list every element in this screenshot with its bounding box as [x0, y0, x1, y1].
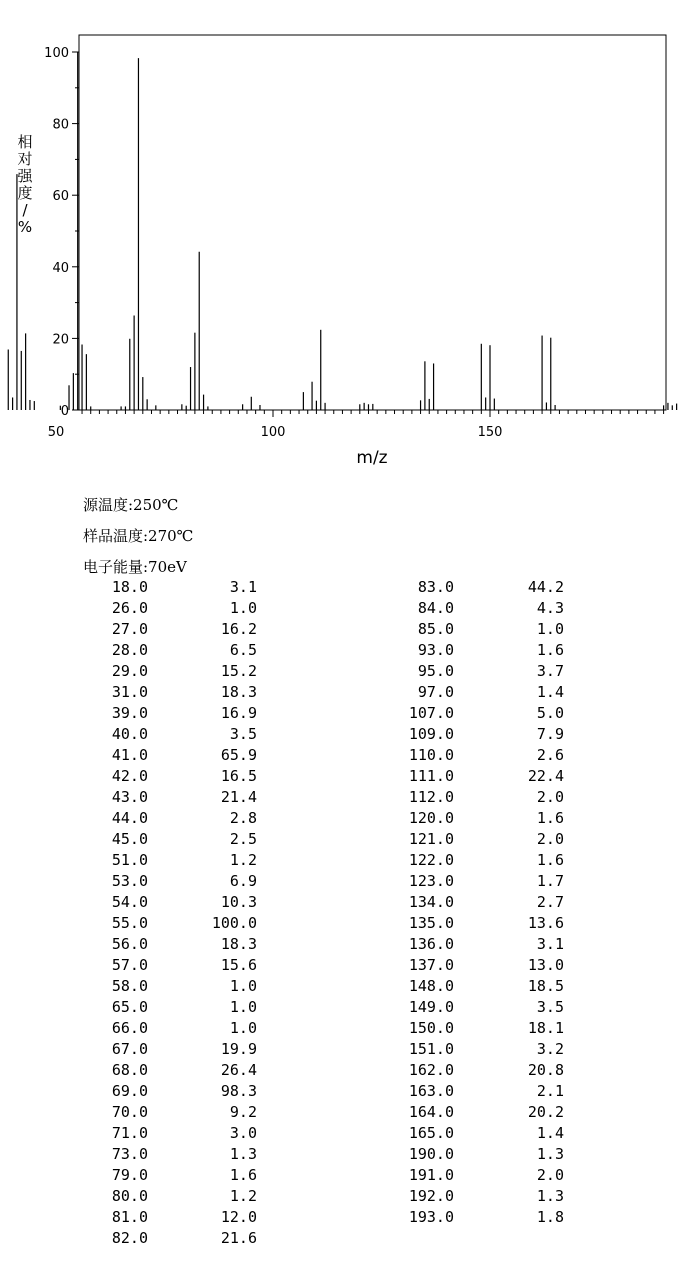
peak-intensity: 18.1 [527, 1019, 564, 1037]
peak-intensity: 1.8 [536, 1208, 564, 1226]
y-tick-label: 60 [52, 189, 69, 205]
peak-row [300, 619, 600, 640]
peak-intensity: 2.0 [536, 830, 564, 848]
peak-intensity: 2.7 [536, 893, 564, 911]
peak-mz: 121.0 [408, 830, 454, 848]
peak-intensity: 7.9 [536, 725, 564, 743]
peak-mz: 165.0 [408, 1124, 454, 1142]
peak-row [300, 1018, 600, 1039]
x-tick-label: 100 [260, 425, 286, 440]
peak-row [300, 1102, 600, 1123]
peak-mz: 122.0 [408, 851, 454, 869]
peak-row [0, 871, 300, 892]
peak-row [0, 745, 300, 766]
peak-intensity: 1.6 [229, 1166, 257, 1184]
peak-mz: 191.0 [408, 1166, 454, 1184]
peak-row [300, 1186, 600, 1207]
peak-intensity: 20.2 [527, 1103, 564, 1121]
peak-intensity: 65.9 [220, 746, 257, 764]
peak-intensity: 44.2 [527, 578, 564, 596]
peak-intensity: 100.0 [211, 914, 257, 932]
peak-intensity: 1.3 [536, 1187, 564, 1205]
peak-row [0, 913, 300, 934]
peak-row [0, 682, 300, 703]
peak-row [300, 598, 600, 619]
peak-intensity: 3.7 [536, 662, 564, 680]
peak-mz: 26.0 [111, 599, 148, 617]
peak-mz: 28.0 [111, 641, 148, 659]
peak-row [300, 703, 600, 724]
peak-row [0, 1144, 300, 1165]
peak-row [300, 787, 600, 808]
peak-mz: 79.0 [111, 1166, 148, 1184]
peak-mz: 70.0 [111, 1103, 148, 1121]
y-tick-label: 20 [52, 332, 69, 348]
peak-row [0, 892, 300, 913]
peak-mz: 151.0 [408, 1040, 454, 1058]
peak-mz: 56.0 [111, 935, 148, 953]
peak-row [300, 892, 600, 913]
peak-mz: 148.0 [408, 977, 454, 995]
peak-mz: 68.0 [111, 1061, 148, 1079]
plot-frame [79, 35, 666, 410]
peak-row [0, 850, 300, 871]
peak-row [0, 1228, 300, 1249]
peak-row [300, 1081, 600, 1102]
peak-intensity: 19.9 [220, 1040, 257, 1058]
peak-row [300, 829, 600, 850]
peak-row [300, 955, 600, 976]
peak-row [300, 976, 600, 997]
peak-mz: 83.0 [417, 578, 454, 596]
peak-row [300, 1165, 600, 1186]
peak-row [0, 1207, 300, 1228]
source-temperature: 源温度:250℃ [83, 496, 179, 514]
peak-mz: 123.0 [408, 872, 454, 890]
peak-mz: 110.0 [408, 746, 454, 764]
peak-row [300, 808, 600, 829]
peak-row [0, 1102, 300, 1123]
peak-mz: 95.0 [417, 662, 454, 680]
peak-mz: 162.0 [408, 1061, 454, 1079]
peak-mz: 69.0 [111, 1082, 148, 1100]
peak-mz: 82.0 [111, 1229, 148, 1247]
peak-intensity: 1.2 [229, 1187, 257, 1205]
y-tick-label: 40 [52, 260, 69, 276]
peak-intensity: 2.8 [229, 809, 257, 827]
peak-mz: 107.0 [408, 704, 454, 722]
peak-intensity: 16.5 [220, 767, 257, 785]
peak-intensity: 1.6 [536, 641, 564, 659]
peak-intensity: 16.2 [220, 620, 257, 638]
peak-mz: 58.0 [111, 977, 148, 995]
peak-row [0, 1186, 300, 1207]
peak-intensity: 3.2 [536, 1040, 564, 1058]
peak-row [300, 1123, 600, 1144]
plot-border [79, 35, 666, 410]
peak-intensity: 18.5 [527, 977, 564, 995]
peak-row [300, 766, 600, 787]
peak-row [300, 871, 600, 892]
peak-row [0, 1039, 300, 1060]
peak-intensity: 1.3 [229, 1145, 257, 1163]
peak-intensity: 21.6 [220, 1229, 257, 1247]
peak-mz: 134.0 [408, 893, 454, 911]
peak-intensity: 98.3 [220, 1082, 257, 1100]
peak-intensity: 4.3 [536, 599, 564, 617]
peak-intensity: 1.2 [229, 851, 257, 869]
peak-mz: 120.0 [408, 809, 454, 827]
peak-intensity: 9.2 [229, 1103, 257, 1121]
peak-intensity: 3.1 [536, 935, 564, 953]
peak-table-left [0, 577, 300, 1249]
peak-row [0, 577, 300, 598]
peak-row [0, 766, 300, 787]
peak-mz: 57.0 [111, 956, 148, 974]
peak-mz: 39.0 [111, 704, 148, 722]
peak-mz: 149.0 [408, 998, 454, 1016]
peak-row [0, 934, 300, 955]
peak-mz: 137.0 [408, 956, 454, 974]
peak-mz: 42.0 [111, 767, 148, 785]
peak-intensity: 1.4 [536, 1124, 564, 1142]
peak-row [300, 934, 600, 955]
peak-mz: 193.0 [408, 1208, 454, 1226]
peak-mz: 80.0 [111, 1187, 148, 1205]
peak-intensity: 22.4 [527, 767, 564, 785]
peak-intensity: 2.0 [536, 1166, 564, 1184]
peak-mz: 31.0 [111, 683, 148, 701]
y-tick-label: 100 [44, 46, 69, 61]
peak-mz: 111.0 [408, 767, 454, 785]
peak-intensity: 3.0 [229, 1124, 257, 1142]
peak-mz: 71.0 [111, 1124, 148, 1142]
peak-row [0, 1123, 300, 1144]
peak-intensity: 18.3 [220, 683, 257, 701]
peak-row [0, 787, 300, 808]
peak-mz: 45.0 [111, 830, 148, 848]
peak-intensity: 5.0 [536, 704, 564, 722]
y-tick-label: 0 [60, 404, 69, 419]
peak-row [300, 1039, 600, 1060]
peak-mz: 109.0 [408, 725, 454, 743]
peak-mz: 51.0 [111, 851, 148, 869]
peak-intensity: 2.6 [536, 746, 564, 764]
peak-intensity: 13.0 [527, 956, 564, 974]
peak-intensity: 6.5 [229, 641, 257, 659]
peak-intensity: 10.3 [220, 893, 257, 911]
peak-mz: 112.0 [408, 788, 454, 806]
peak-mz: 81.0 [111, 1208, 148, 1226]
peak-row [300, 745, 600, 766]
electron-energy: 电子能量:70eV [83, 558, 187, 576]
peak-mz: 164.0 [408, 1103, 454, 1121]
peak-mz: 66.0 [111, 1019, 148, 1037]
peak-row [0, 976, 300, 997]
peak-row [0, 661, 300, 682]
peak-row [0, 598, 300, 619]
y-axis-label: 相对强度/ % [17, 133, 33, 236]
peak-intensity: 1.0 [536, 620, 564, 638]
peak-intensity: 2.0 [536, 788, 564, 806]
peak-intensity: 12.0 [220, 1208, 257, 1226]
peak-row [0, 829, 300, 850]
peak-bars [0, 52, 677, 410]
peak-row [0, 808, 300, 829]
peak-mz: 54.0 [111, 893, 148, 911]
peak-row [300, 913, 600, 934]
peak-intensity: 13.6 [527, 914, 564, 932]
peak-intensity: 6.9 [229, 872, 257, 890]
peak-intensity: 1.7 [536, 872, 564, 890]
peak-row [300, 850, 600, 871]
peak-intensity: 1.0 [229, 977, 257, 995]
peak-row [0, 724, 300, 745]
peak-mz: 41.0 [111, 746, 148, 764]
peak-row [0, 619, 300, 640]
peak-row [300, 724, 600, 745]
peak-mz: 192.0 [408, 1187, 454, 1205]
peak-intensity: 20.8 [527, 1061, 564, 1079]
peak-intensity: 16.9 [220, 704, 257, 722]
peak-mz: 67.0 [111, 1040, 148, 1058]
peak-row [0, 640, 300, 661]
peak-intensity: 3.5 [536, 998, 564, 1016]
mass-spectrum-chart [0, 0, 687, 480]
peak-mz: 163.0 [408, 1082, 454, 1100]
peak-mz: 73.0 [111, 1145, 148, 1163]
peak-mz: 55.0 [111, 914, 148, 932]
peak-row [0, 997, 300, 1018]
x-tick-label: 50 [47, 425, 65, 440]
x-tick-label: 150 [477, 425, 503, 440]
peak-row [300, 1144, 600, 1165]
peak-row [0, 1165, 300, 1186]
peak-intensity: 1.4 [536, 683, 564, 701]
peak-intensity: 2.1 [536, 1082, 564, 1100]
peak-row [300, 640, 600, 661]
peak-mz: 135.0 [408, 914, 454, 932]
peak-table-right [300, 577, 600, 1228]
peak-row [300, 1060, 600, 1081]
peak-mz: 53.0 [111, 872, 148, 890]
peak-row [0, 1060, 300, 1081]
peak-row [300, 997, 600, 1018]
peak-intensity: 15.2 [220, 662, 257, 680]
sample-temperature: 样品温度:270℃ [83, 527, 194, 545]
peak-intensity: 2.5 [229, 830, 257, 848]
peak-mz: 43.0 [111, 788, 148, 806]
peak-mz: 27.0 [111, 620, 148, 638]
peak-mz: 85.0 [417, 620, 454, 638]
peak-intensity: 3.1 [229, 578, 257, 596]
peak-row [300, 1207, 600, 1228]
peak-row [300, 577, 600, 598]
axis-ticks [44, 46, 687, 440]
peak-mz: 40.0 [111, 725, 148, 743]
peak-row [0, 1018, 300, 1039]
peak-row [300, 682, 600, 703]
peak-mz: 84.0 [417, 599, 454, 617]
peak-mz: 65.0 [111, 998, 148, 1016]
peak-intensity: 1.6 [536, 809, 564, 827]
peak-row [0, 703, 300, 724]
peak-mz: 190.0 [408, 1145, 454, 1163]
peak-mz: 29.0 [111, 662, 148, 680]
peak-mz: 44.0 [111, 809, 148, 827]
peak-mz: 18.0 [111, 578, 148, 596]
peak-mz: 93.0 [417, 641, 454, 659]
peak-intensity: 1.0 [229, 599, 257, 617]
peak-mz: 97.0 [417, 683, 454, 701]
peak-row [0, 955, 300, 976]
peak-mz: 136.0 [408, 935, 454, 953]
peak-intensity: 1.0 [229, 998, 257, 1016]
peak-intensity: 15.6 [220, 956, 257, 974]
peak-intensity: 26.4 [220, 1061, 257, 1079]
peak-intensity: 18.3 [220, 935, 257, 953]
peak-intensity: 1.0 [229, 1019, 257, 1037]
peak-row [0, 1081, 300, 1102]
peak-intensity: 1.3 [536, 1145, 564, 1163]
peak-row [300, 661, 600, 682]
y-tick-label: 80 [52, 117, 69, 133]
x-axis-label: m/z [356, 448, 388, 468]
peak-intensity: 3.5 [229, 725, 257, 743]
peak-intensity: 1.6 [536, 851, 564, 869]
peak-mz: 150.0 [408, 1019, 454, 1037]
peak-intensity: 21.4 [220, 788, 257, 806]
